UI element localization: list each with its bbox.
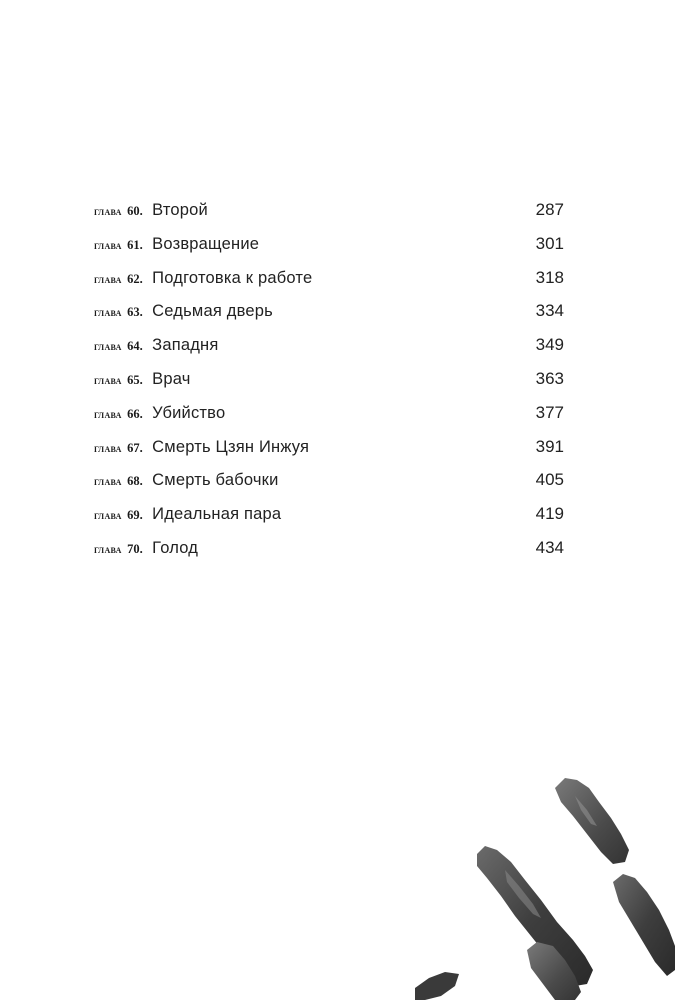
chapter-page-number: 287 [535,200,564,219]
chapter-number: 64. [127,339,143,354]
ink-stroke [415,972,459,1000]
chapter-label: глава [94,541,122,556]
chapter-page-number: 318 [535,267,564,287]
chapter-number: 68. [127,474,143,489]
chapter-page-number: 391 [535,436,564,456]
ink-brush-decoration [415,770,675,1000]
chapter-number: 60. [127,204,143,218]
ink-stroke [613,874,675,976]
toc-entry[interactable] [94,297,564,331]
chapter-label: глава [94,406,122,421]
chapter-title: Смерть бабочки [152,471,279,490]
toc-entry[interactable] [94,466,564,500]
chapter-title: Второй [152,201,208,219]
toc-entry[interactable] [94,433,564,467]
chapter-number: 62. [127,271,143,286]
chapter-title: Возвращение [152,234,260,253]
toc-entry[interactable] [94,264,564,298]
chapter-page-number: 301 [535,233,564,253]
table-of-contents [94,196,564,568]
chapter-title: Врач [152,369,191,388]
chapter-label: глава [94,474,122,489]
chapter-number: 66. [127,406,143,421]
chapter-label: глава [94,339,122,354]
chapter-number: 61. [127,237,143,252]
chapter-label: глава [94,508,122,523]
chapter-page-number: 334 [535,301,564,321]
chapter-page-number: 349 [535,335,564,355]
chapter-number: 69. [127,508,143,523]
chapter-page-number: 434 [535,537,564,557]
toc-entry[interactable] [94,534,564,568]
chapter-title: Седьмая дверь [152,302,273,321]
chapter-title: Голод [152,538,199,557]
chapter-title: Идеальная пара [152,505,282,524]
chapter-page-number: 377 [535,402,564,422]
chapter-page-number: 405 [535,470,564,490]
toc-entry[interactable] [94,230,564,264]
chapter-number: 65. [127,372,143,387]
chapter-label: глава [94,204,122,218]
toc-entry[interactable] [94,399,564,433]
chapter-number: 63. [127,305,143,320]
toc-entry[interactable] [94,196,564,230]
chapter-label: глава [94,440,122,455]
toc-entry[interactable] [94,365,564,399]
chapter-label: глава [94,237,122,252]
chapter-title: Убийство [152,403,226,422]
chapter-number: 70. [127,541,143,556]
chapter-label: глава [94,305,122,320]
toc-entry[interactable] [94,331,564,365]
chapter-title: Смерть Цзян Инжуя [152,437,310,456]
chapter-page-number: 419 [535,504,564,524]
chapter-label: глава [94,372,122,387]
chapter-title: Подготовка к работе [152,268,313,287]
chapter-label: глава [94,271,122,286]
chapter-title: Западня [152,336,219,355]
chapter-page-number: 363 [535,368,564,388]
chapter-number: 67. [127,440,143,455]
toc-entry[interactable] [94,500,564,534]
